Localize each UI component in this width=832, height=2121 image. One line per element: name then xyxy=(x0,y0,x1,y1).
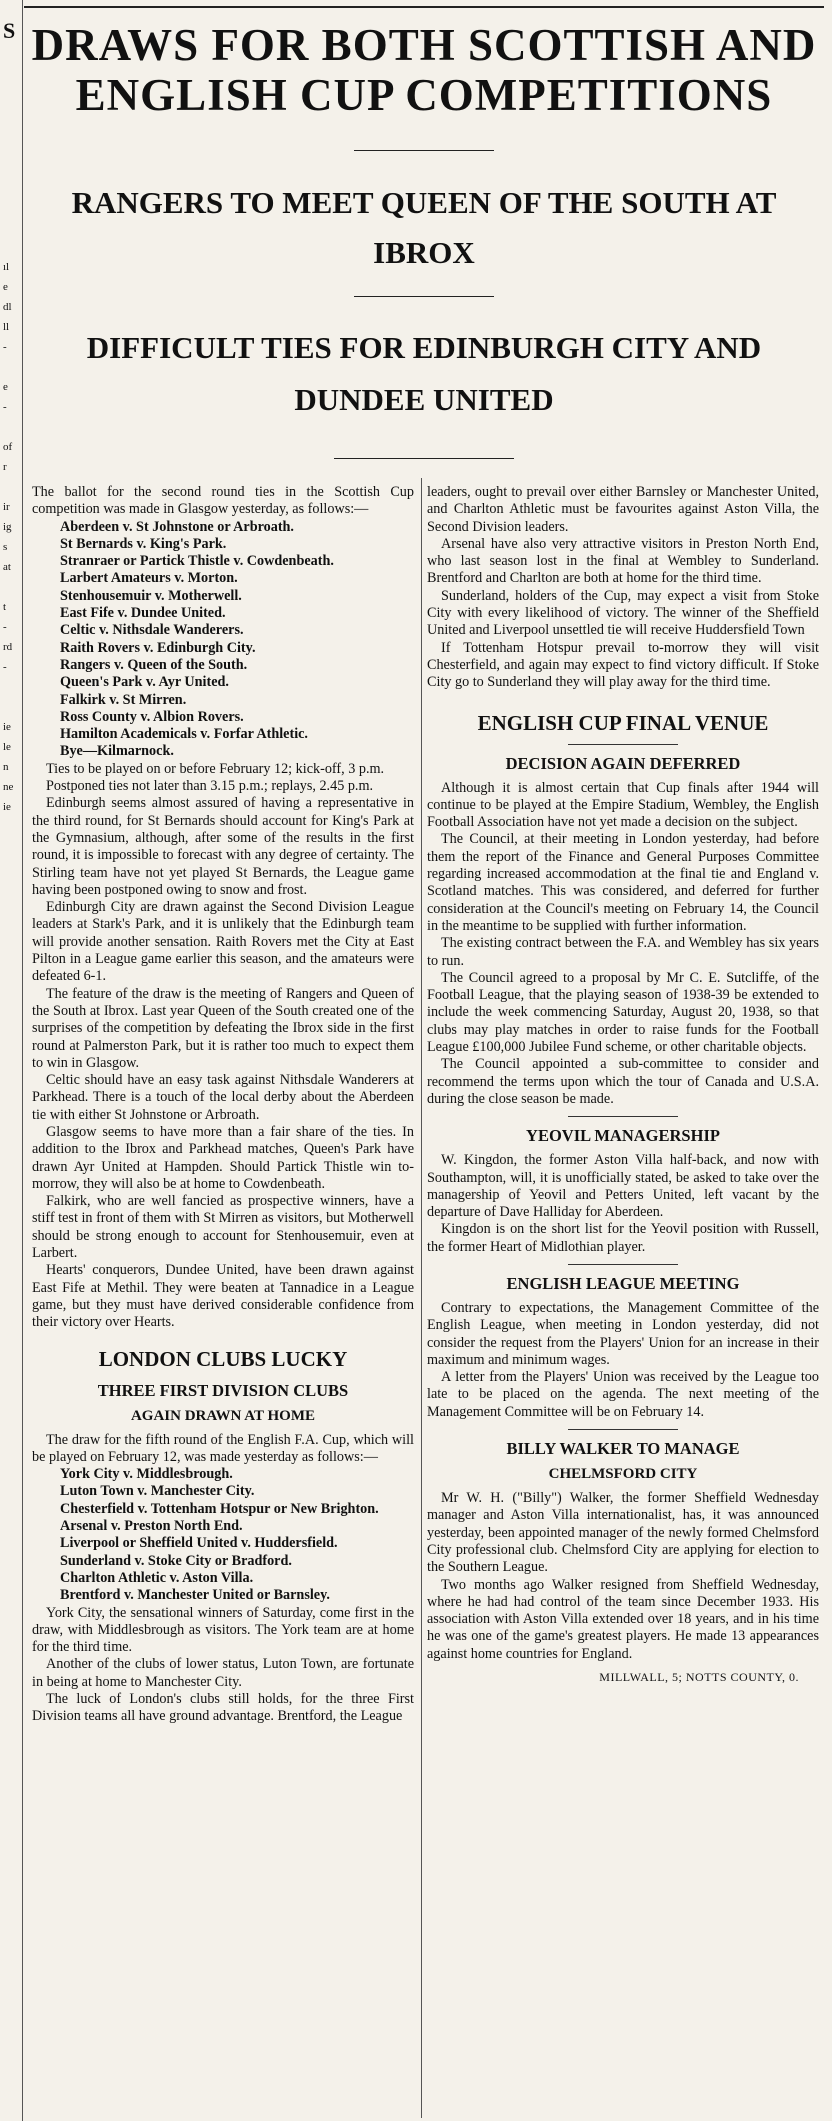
fixture-item: Ross County v. Albion Rovers. xyxy=(60,708,244,725)
paragraph: Kingdon is on the short list for the Yeovil position with Russell, the former Heart of Midlothian player. xyxy=(427,1221,819,1255)
london-title: LONDON CLUBS LUCKY xyxy=(98,1346,348,1371)
margin-letter: r xyxy=(3,461,7,473)
paragraph: W. Kingdon, the former Aston Villa half-back, and now with Southampton, will, it is unofficially stated, be asked to take over the managership of Yeovil and Petters United, left vacant by the departure of Dave Halliday for Aberdeen. xyxy=(427,1152,819,1221)
fixture-item: Falkirk v. St Mirren. xyxy=(60,691,187,708)
fixture-item: Aberdeen v. St Johnstone or Arbroath. xyxy=(60,518,294,535)
paragraph: Contrary to expectations, the Management Committee of the English League, when meeting in London yesterday, did not consider the request from the Players' Union for an increase in their maximum and minimum wages. xyxy=(427,1299,819,1368)
margin-letter: dl xyxy=(3,301,12,313)
fixture-item: Larbert Amateurs v. Morton. xyxy=(60,570,238,587)
london-subtitle: THREE FIRST DIVISION CLUBS xyxy=(97,1380,349,1400)
deck-divider-bottom xyxy=(334,458,514,459)
paragraph: The Council appointed a sub-committee to consider and recommend the terms upon which the tour of Canada and U.S.A. during the close season be made. xyxy=(427,1056,819,1107)
fixture-item: Luton Town v. Manchester City. xyxy=(60,1483,255,1500)
fixture-item: Brentford v. Manchester United or Barnsley. xyxy=(60,1587,330,1604)
paragraph: A letter from the Players' Union was received by the League too late to be placed on the agenda. The next meeting of the Management Committee will be on February 14. xyxy=(427,1369,819,1420)
margin-letter: rd xyxy=(3,641,13,653)
paragraph: The luck of London's clubs still holds, for the three First Division teams all have ground advantage. Brentford, the League xyxy=(32,1691,414,1725)
deck-divider xyxy=(354,296,494,297)
margin-letter: ir xyxy=(3,501,10,513)
fixture-item: Queen's Park v. Ayr United. xyxy=(60,674,229,691)
paragraph: Mr W. H. ("Billy") Walker, the former Sheffield Wednesday manager and Aston Villa internationalist, has, it was announced yesterday, been appointed manager of the newly formed Chelmsford City professional club. Chelmsford City are applying for election to the Southern League. xyxy=(427,1490,819,1576)
margin-letter: at xyxy=(3,561,11,573)
walker-title-2: CHELMSFORD CITY xyxy=(548,1466,698,1483)
paragraph: The feature of the draw is the meeting of Rangers and Queen of the South at Ibrox. Last year Queen of the South created one of the surprises of the competition by defeating the Ibrox side in the first round at Palmerston Park, but it is rather too much to expect them to win in Glasgow. xyxy=(32,985,414,1071)
paragraph: Another of the clubs of lower status, Luton Town, are fortunate in being at home to Manchester City. xyxy=(32,1656,414,1690)
fixture-item: Charlton Athletic v. Aston Villa. xyxy=(60,1569,254,1586)
fixture-item: York City v. Middlesbrough. xyxy=(60,1466,233,1483)
fixture-item: Liverpool or Sheffield United v. Huddersfield. xyxy=(60,1535,338,1552)
fixture-item: Hamilton Academicals v. Forfar Athletic. xyxy=(60,726,308,743)
column-rule xyxy=(421,478,422,2118)
london-intro: The draw for the fifth round of the English F.A. Cup, which will be played on February 12, was made yesterday as follows:— xyxy=(32,1431,414,1465)
fixture-item: Raith Rovers v. Edinburgh City. xyxy=(60,639,256,656)
deck-difficult-ties: DIFFICULT TIES FOR EDINBURGH CITY AND DUNDEE UNITED xyxy=(86,330,762,417)
fixture-item: St Bernards v. King's Park. xyxy=(60,535,227,552)
paragraph: Celtic should have an easy task against Nithsdale Wanderers at Parkhead. There is a touch of the local derby about the Aberdeen tie with either St Johnstone or Arbroath. xyxy=(32,1072,414,1123)
paragraph: leaders, ought to prevail over either Barnsley or Manchester United, and Charlton Athletic must be favourites against Aston Villa, the Second Division leaders. xyxy=(427,484,819,535)
paragraph: Sunderland, holders of the Cup, may expect a visit from Stoke City with every likelihood of victory. The winner of the Sheffield United and Liverpool unsettled tie will receive Huddersfield Town xyxy=(427,587,819,639)
margin-letter: S xyxy=(3,18,16,43)
margin-letter: - xyxy=(3,621,7,633)
margin-letter: n xyxy=(3,761,9,773)
venue-title: ENGLISH CUP FINAL VENUE xyxy=(477,710,769,735)
margin-letter: - xyxy=(3,341,7,353)
walker-title: BILLY WALKER TO MANAGE xyxy=(506,1439,740,1459)
paragraph: Falkirk, who are well fancied as prospective winners, have a stiff test in front of them with St Mirren as visitors, but Motherwell should be strong enough to account for Stenhousemuir, even at Larbert. xyxy=(32,1193,414,1262)
margin-letter: - xyxy=(3,661,7,673)
paragraph: Arsenal have also very attractive visitors in Preston North End, who last season lost in the final at Wembley to Sunderland. Brentford and Charlton are both at home for the third time. xyxy=(427,535,819,587)
section-divider xyxy=(568,1429,678,1430)
scottish-intro: The ballot for the second round ties in the Scottish Cup competition was made in Glasgow yesterday, as follows:— xyxy=(32,484,414,518)
margin-letter: ig xyxy=(3,521,12,533)
fixture-item: Sunderland v. Stoke City or Bradford. xyxy=(60,1552,292,1569)
league-title: ENGLISH LEAGUE MEETING xyxy=(506,1273,740,1293)
fixture-item: Rangers v. Queen of the South. xyxy=(60,656,248,673)
paragraph: Glasgow seems to have more than a fair share of the ties. In addition to the Ibrox and Parkhead matches, Queen's Park have drawn Ayr United at Hampden. Should Partick Thistle win to-morrow, they will also be at home to Cowdenbeath. xyxy=(32,1123,414,1192)
yeovil-title: YEOVIL MANAGERSHIP xyxy=(526,1126,720,1146)
paragraph: Two months ago Walker resigned from Sheffield Wednesday, where he had had control of the team since December 1933. His association with Aston Villa extended over 18 years, and in his time he was one of the game's greatest players. He made 13 appearances against home countries for England. xyxy=(427,1576,819,1662)
headline-divider xyxy=(354,150,494,151)
margin-letter: t xyxy=(3,601,7,613)
margin-letter: ie xyxy=(3,801,11,813)
margin-letter: ll xyxy=(3,321,10,333)
paragraph: Hearts' conquerors, Dundee United, have been drawn against East Fife at Methil. They were beaten at Tannadice in a League game, but they must have derived considerable confidence from their victory over Hearts. xyxy=(32,1262,414,1331)
fixture-item: Celtic v. Nithsdale Wanderers. xyxy=(60,622,244,639)
paragraph: Postponed ties not later than 3.15 p.m.; replays, 2.45 p.m. xyxy=(46,778,374,795)
margin-letter: - xyxy=(3,401,7,413)
scottish-fixtures xyxy=(32,519,414,761)
deck-rangers: RANGERS TO MEET QUEEN OF THE SOUTH AT IBROX xyxy=(71,185,777,270)
english-fixtures xyxy=(32,1466,414,1604)
margin-letter: ıl xyxy=(3,261,10,273)
paragraph: Edinburgh seems almost assured of having a representative in the third round, for St Bernards should account for King's Park at the Gymnasium, although, after some of the results in the first round, it is impossible to forecast with any degree of certainty. The Stirling team have not yet played St Bernards, the League game having been postponed owing to snow and frost. xyxy=(32,795,414,898)
headline: DRAWS FOR BOTH SCOTTISH AND ENGLISH CUP COMPETITIONS xyxy=(31,20,817,120)
margin-letter: e xyxy=(3,381,8,393)
paragraph: Ties to be played on or before February 12; kick-off, 3 p.m. xyxy=(46,760,385,777)
top-rule xyxy=(24,6,824,8)
paragraph: The existing contract between the F.A. and Wembley has six years to run. xyxy=(427,935,819,969)
paragraph: If Tottenham Hotspur prevail to-morrow they will visit Chesterfield, and again may expect to find victory difficult. If Stoke City go to Sunderland they will play away for the third time. xyxy=(427,639,819,691)
margin-letter: le xyxy=(3,741,11,753)
section-divider xyxy=(568,1116,678,1117)
section-divider xyxy=(568,1264,678,1265)
margin-letter: e xyxy=(3,281,8,293)
fixture-item: Stranraer or Partick Thistle v. Cowdenbeath. xyxy=(60,553,334,570)
venue-subtitle: DECISION AGAIN DEFERRED xyxy=(505,753,741,773)
fixture-item: Stenhousemuir v. Motherwell. xyxy=(60,587,242,604)
column-left xyxy=(32,484,414,1726)
margin-letter: of xyxy=(3,441,13,453)
fixture-item: Chesterfield v. Tottenham Hotspur or New Brighton. xyxy=(60,1500,379,1517)
london-subtitle-2: AGAIN DRAWN AT HOME xyxy=(130,1407,316,1424)
margin-letter: ne xyxy=(3,781,14,793)
paragraph: The Council agreed to a proposal by Mr C. E. Sutcliffe, of the Football League, that the playing season of 1938-39 be extended to include the week commencing Saturday, August 20, 1938, so that clubs may play matches in order to raise funds for the Football League £100,000 Jubilee Fund scheme, or other charitable objects. xyxy=(427,969,819,1056)
paragraph: Although it is almost certain that Cup finals after 1944 will continue to be played at the Empire Stadium, Wembley, the English Football Association have not yet made a decision on the subject. xyxy=(427,779,819,831)
fixture-item: Arsenal v. Preston North End. xyxy=(60,1518,243,1535)
result-footer: MILLWALL, 5; NOTTS COUNTY, 0. xyxy=(599,1670,799,1685)
paragraph: Edinburgh City are drawn against the Second Division League leaders at Stark's Park, and it is unlikely that the Edinburgh team will provide another sensation. Raith Rovers met the City at East Pilton in a League game earlier this season, and the amateurs were defeated 6-1. xyxy=(32,899,414,985)
section-divider xyxy=(568,744,678,745)
paragraph: The Council, at their meeting in London yesterday, had before them the report of the Finance and General Purposes Committee regarding increased accommodation at the final tie and England v. Scotland matches. This was considered, and deferred for further consideration at the Council's meeting on February 14, the Council in the meantime to be supplied with further information. xyxy=(427,831,819,934)
margin-letter: s xyxy=(3,541,8,553)
fixture-item: East Fife v. Dundee United. xyxy=(60,605,226,622)
adjacent-column-edge xyxy=(0,0,23,2121)
fixture-item: Bye—Kilmarnock. xyxy=(60,743,174,760)
article-frame xyxy=(24,0,824,2121)
paragraph: York City, the sensational winners of Saturday, come first in the draw, with Middlesbrough as visitors. The York team are at home for the third time. xyxy=(32,1604,414,1656)
margin-letter: ie xyxy=(3,721,11,733)
column-right xyxy=(427,484,819,1686)
